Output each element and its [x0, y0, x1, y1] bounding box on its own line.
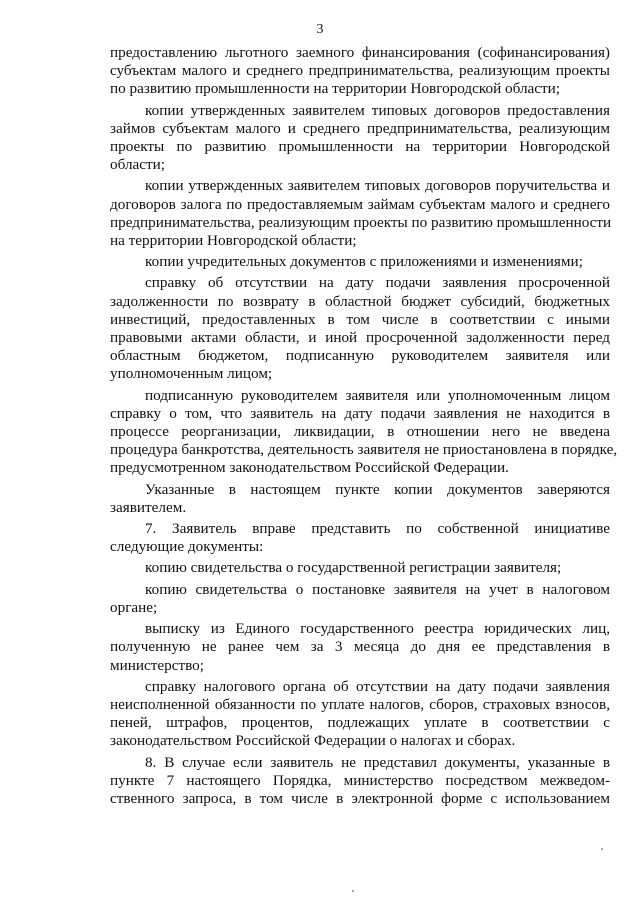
paragraph-guarantee-agreements [110, 177, 610, 250]
paragraph-registry-extract [110, 620, 610, 675]
text-line: предоставлению льготного заемного финансирования (софинансирования) [110, 44, 610, 61]
text-line: на территории Новгородской области; [110, 232, 357, 250]
text-line: полученную не ранее чем за 3 месяца до дня ее представления в [110, 638, 610, 656]
text-line: процессе реорганизации, ликвидации, в отношении него не введена [110, 423, 610, 441]
text-line: проекты по развитию промышленности на территории Новгородской [110, 138, 610, 156]
paragraph-debt-certificate [110, 274, 610, 383]
text-line: пункте 7 настоящего Порядка, министерство посредством межведом- [110, 771, 610, 789]
text-line: договоров залога по предоставляемым займам субъектам малого и среднего [110, 195, 610, 213]
text-line: уполномоченным лицом; [110, 365, 273, 383]
text-line: 7. Заявитель вправе представить по собственной инициативе [145, 520, 610, 538]
text-line: правовыми актами области, и иной просроченной задолженности перед [110, 329, 610, 347]
text-line: справку об отсутствии на дату подачи заявления просроченной [145, 274, 610, 292]
paragraph-loan-agreements [110, 102, 610, 175]
text-line: инвестиций, предоставленных в том числе в соответствии с иными [110, 310, 610, 328]
text-line: справку о том, что заявитель на дату подачи заявления не находится в [110, 404, 610, 422]
text-line: по развитию промышленности на территории Новгородской области; [110, 80, 560, 98]
paragraph-certified-copies [110, 481, 610, 517]
paragraph-reorganization-certificate [110, 386, 618, 478]
text-line: субъектам малого и среднего предпринимательства, реализующим проекты [110, 62, 610, 80]
text-line: областным бюджетом, подписанную руководителем заявителя или [110, 347, 610, 365]
text-line: 8. В случае если заявитель не представил документы, указанные в [145, 753, 610, 771]
text-line: займов субъектам малого и среднего предпринимательства, реализующим [110, 119, 610, 137]
text-line: Указанные в настоящем пункте копии документов заверяются [145, 480, 610, 498]
text-line: копию свидетельства о постановке заявителя на учет в налоговом [145, 580, 610, 598]
text-line: законодательством Российской Федерации о налогах и сборах. [110, 732, 516, 750]
paragraph-founding-documents [110, 253, 610, 271]
text-line: справку налогового органа об отсутствии на дату подачи заявления [145, 677, 610, 695]
text-line: подписанную руководителем заявителя или уполномоченным лицом [145, 386, 610, 404]
text-line: неисполненной обязанности по уплате налогов, сборов, страховых взносов, [110, 695, 610, 713]
text-line: следующие документы: [110, 538, 264, 556]
text-line: копии учредительных документов с приложениями и изменениями; [145, 253, 583, 271]
paragraph-tax-registration [110, 581, 610, 617]
text-line: ственного запроса, в том числе в электронной форме с использованием [110, 789, 610, 807]
text-line: пеней, штрафов, процентов, подлежащих уплате в соответствии с [110, 714, 610, 732]
text-line: министерство; [110, 656, 204, 674]
text-line: органе; [110, 598, 158, 616]
text-line: предусмотренном законодательством Российской Федерации. [110, 459, 509, 477]
paragraph-registration-certificate [110, 559, 610, 577]
paragraph-item-7 [110, 520, 610, 556]
text-line: задолженности по возврату в областной бюджет субсидий, бюджетных [110, 292, 610, 310]
scan-speck [352, 890, 354, 892]
text-line: области; [110, 156, 165, 174]
text-line: выписку из Единого государственного реестра юридических лиц, [145, 620, 610, 638]
paragraph-financing-continuation [110, 44, 610, 99]
paragraph-item-8 [110, 754, 610, 809]
paragraph-tax-certificate [110, 678, 610, 751]
scan-speck [601, 848, 603, 850]
text-line: заявителем. [110, 498, 187, 516]
text-line: копии утвержденных заявителем типовых договоров предоставления [145, 101, 610, 119]
page-number: 3 [316, 22, 324, 37]
document-body [110, 44, 618, 808]
text-line: копии утвержденных заявителем типовых договоров поручительства и [145, 177, 610, 195]
text-line: предпринимательства, реализующим проекты по развитию промышленности [110, 213, 612, 231]
text-line: процедура банкротства, деятельность заявителя не приостановлена в порядке, [110, 441, 618, 459]
text-line: копию свидетельства о государственной регистрации заявителя; [145, 559, 562, 577]
